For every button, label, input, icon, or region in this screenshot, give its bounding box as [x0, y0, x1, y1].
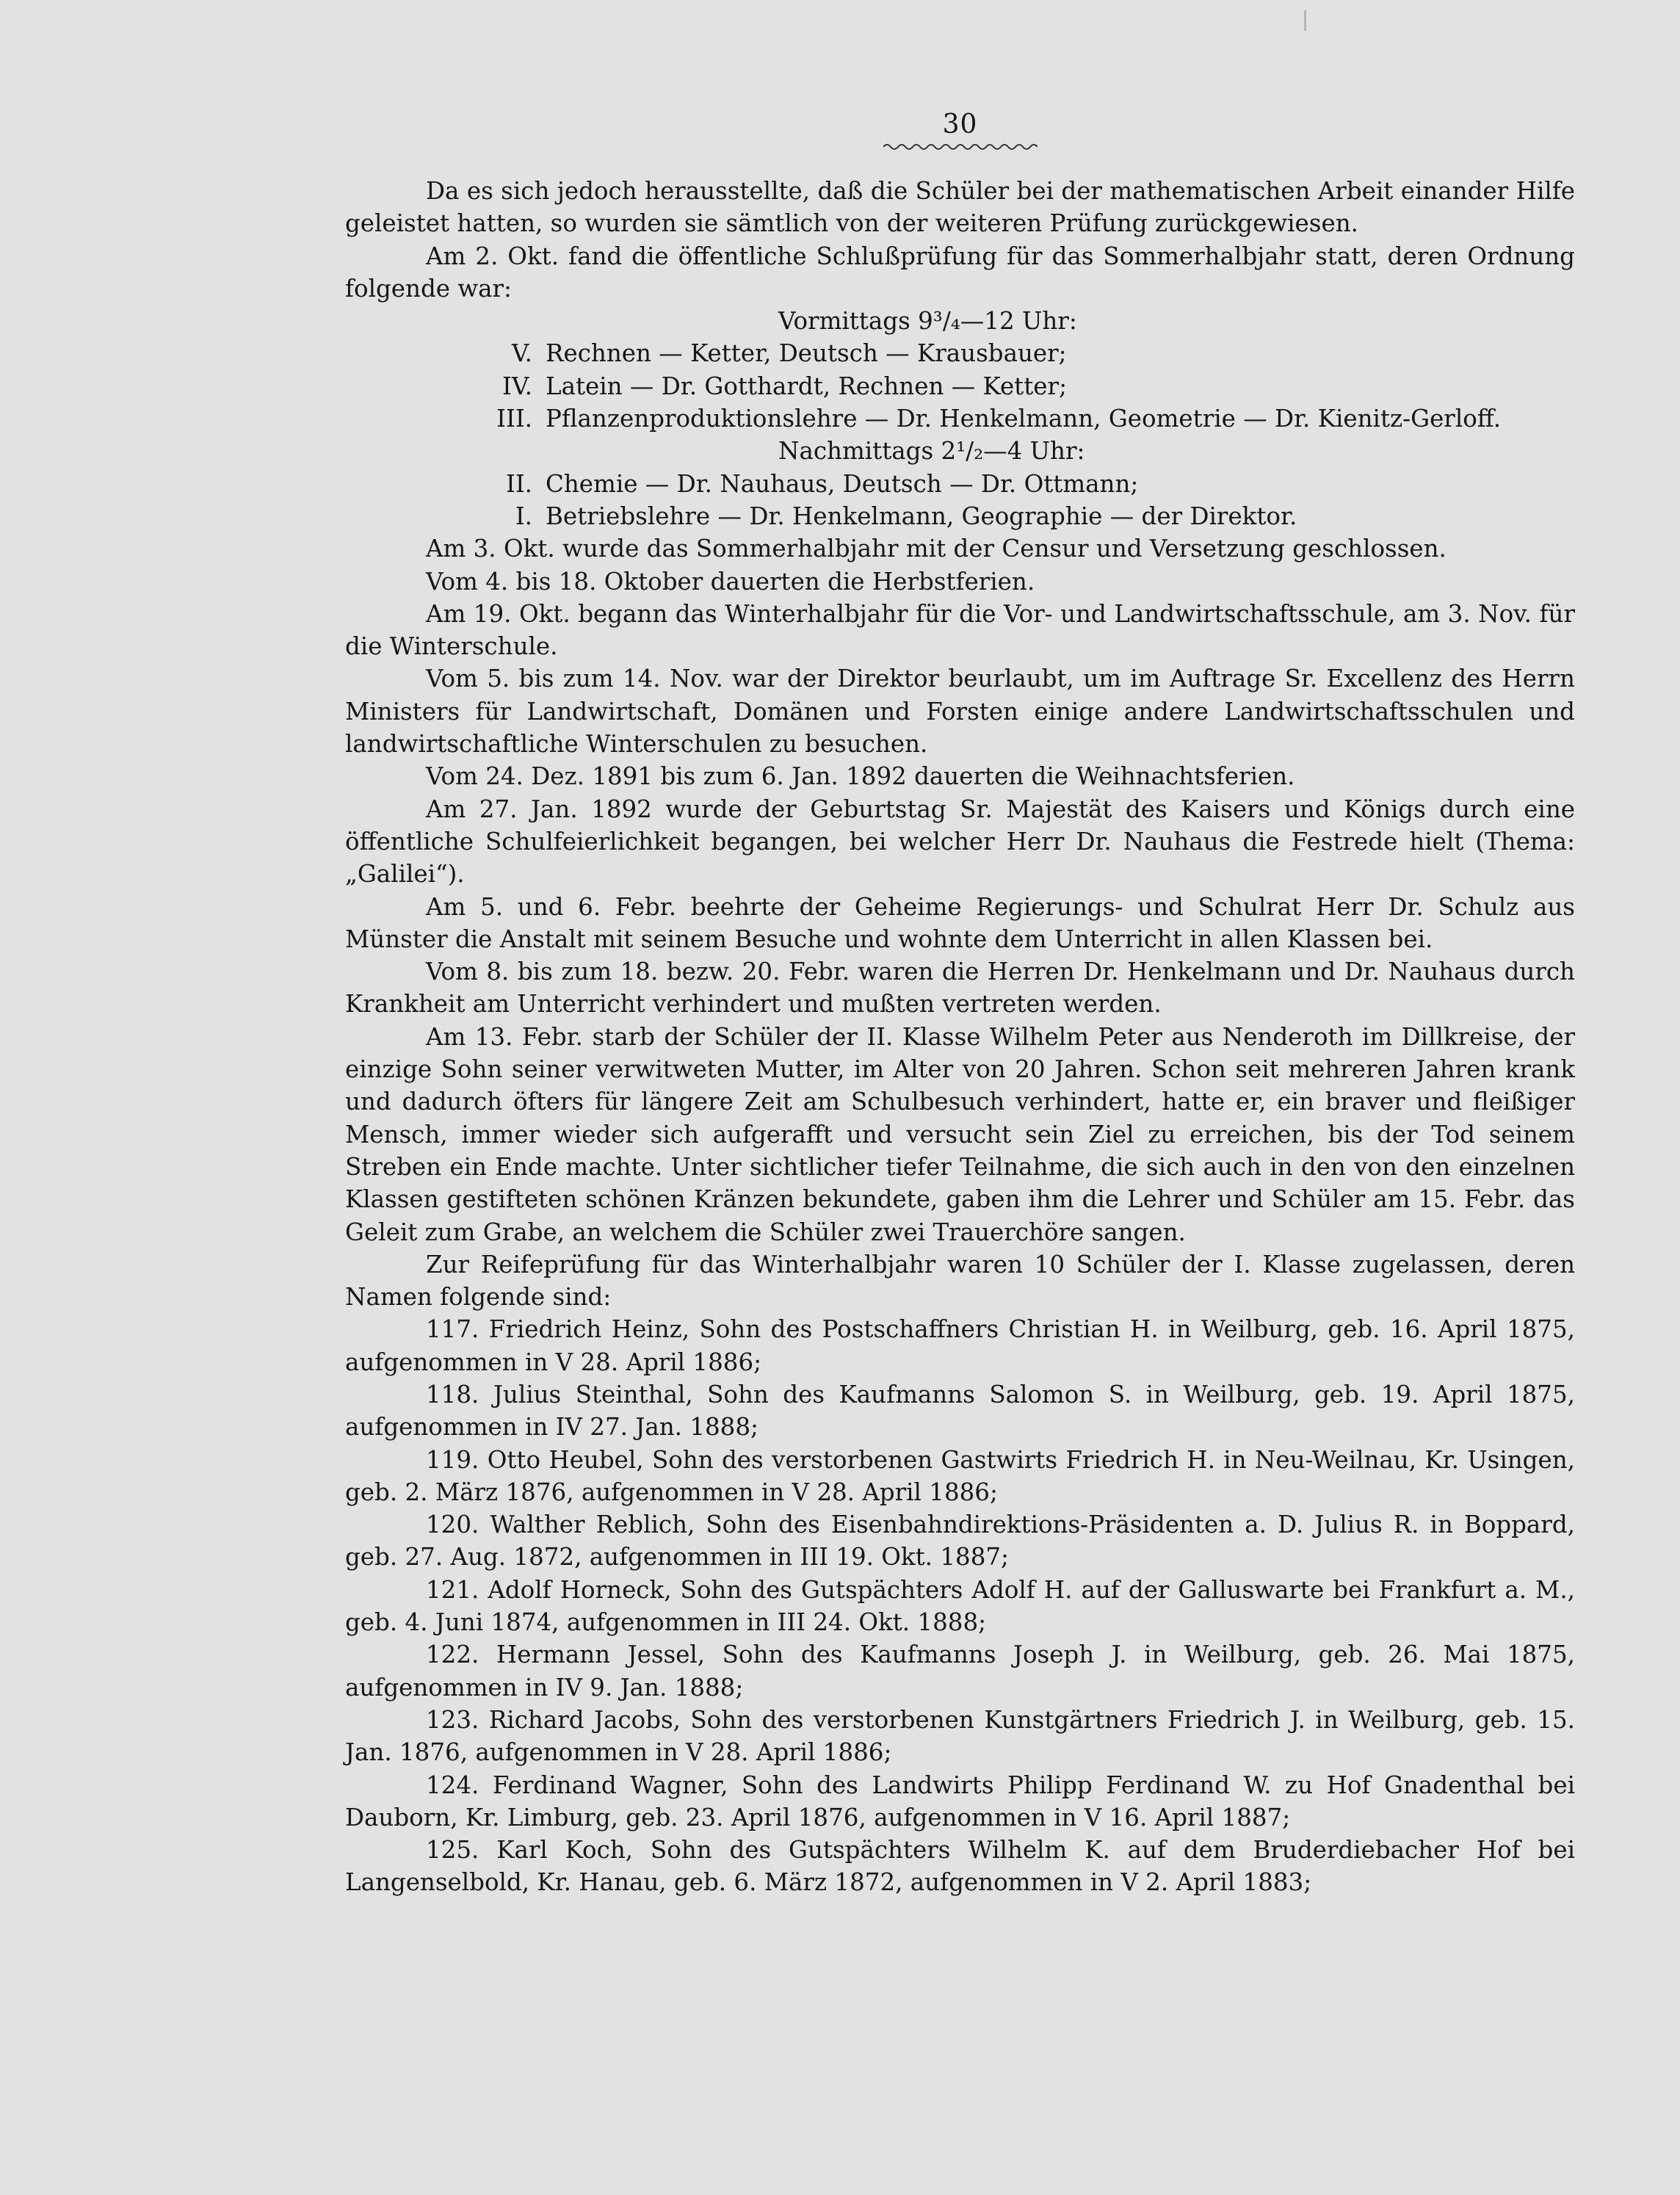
candidate-number: 124.	[426, 1771, 479, 1799]
candidate-number: 125.	[426, 1836, 479, 1865]
candidate-text: Adolf Horneck, Sohn des Gutspächters Adolf H. auf der Galluswarte bei Frankfurt a. M., geb. 4. Juni 1874, aufgenommen in III 24. Okt. 1888;	[345, 1575, 1575, 1637]
page-content	[345, 110, 1575, 1899]
candidate-entry	[345, 1834, 1575, 1899]
schedule-subjects: Rechnen — Ketter, Deutsch — Krausbauer;	[546, 339, 1067, 368]
candidate-text: Otto Heubel, Sohn des verstorbenen Gastwirts Friedrich H. in Neu-Weilnau, Kr. Usingen, geb. 2. März 1876, aufgenommen in V 28. April 1886;	[345, 1445, 1575, 1506]
schedule-row	[345, 500, 1575, 532]
paragraph: Am 19. Okt. begann das Winterhalbjahr für die Vor- und Landwirtschaftsschule, am 3. Nov. für die Winterschule.	[345, 599, 1575, 661]
paragraph: Vom 4. bis 18. Oktober dauerten die Herbstferien.	[426, 567, 1035, 596]
candidate-number: 120.	[426, 1511, 479, 1539]
page-number: 30	[942, 109, 978, 140]
intro-paragraph-2: Am 2. Okt. fand die öffentliche Schlußprüfung für das Sommerhalbjahr statt, deren Ordnung folgende war:	[345, 242, 1575, 303]
schedule-subjects: Latein — Dr. Gotthardt, Rechnen — Ketter;	[546, 372, 1068, 400]
schedule-subjects: Chemie — Dr. Nauhaus, Deutsch — Dr. Ottmann;	[546, 469, 1139, 498]
candidate-entry	[345, 1508, 1575, 1574]
wavy-rule-ornament	[345, 141, 1575, 159]
candidate-text: Hermann Jessel, Sohn des Kaufmanns Joseph J. in Weilburg, geb. 26. Mai 1875, aufgenommen in IV 9. Jan. 1888;	[345, 1641, 1575, 1702]
candidate-text: Friedrich Heinz, Sohn des Postschaffners Christian H. in Weilburg, geb. 16. April 1875, aufgenommen in V 28. April 1886;	[345, 1315, 1575, 1376]
schedule-subjects: Pflanzenproduktionslehre — Dr. Henkelmann, Geometrie — Dr. Kienitz-Gerloff.	[546, 405, 1502, 433]
candidate-entry	[345, 1313, 1575, 1378]
paragraph: Vom 5. bis zum 14. Nov. war der Direktor beurlaubt, um im Auftrage Sr. Excellenz des Herrn Ministers für Landwirtschaft, Domänen und Forsten einige andere Landwirtschaftsschulen und landwirtschaftliche Winterschulen zu besuchen.	[345, 665, 1575, 759]
intro-paragraph-1: Da es sich jedoch herausstellte, daß die Schüler bei der mathematischen Arbeit einander Hilfe geleistet hatten, so wurden sie sämtlich von der weiteren Prüfung zurückgewiesen.	[345, 177, 1575, 238]
candidate-number: 117.	[426, 1315, 479, 1344]
schedule-afternoon-heading: Nachmittags 2¹/₂—4 Uhr:	[778, 437, 1085, 466]
schedule-row	[345, 370, 1575, 402]
candidate-entry	[345, 1704, 1575, 1769]
scan-mark	[1304, 10, 1306, 31]
candidate-entry	[345, 1444, 1575, 1509]
paragraph: Am 3. Okt. wurde das Sommerhalbjahr mit der Censur und Versetzung geschlossen.	[426, 535, 1447, 563]
candidate-text: Ferdinand Wagner, Sohn des Landwirts Philipp Ferdinand W. zu Hof Gnadenthal bei Dauborn, Kr. Limburg, geb. 23. April 1876, aufgenommen in V 16. April 1887;	[345, 1771, 1575, 1831]
candidate-text: Richard Jacobs, Sohn des verstorbenen Kunstgärtners Friedrich J. in Weilburg, geb. 15. Jan. 1876, aufgenommen in V 28. April 1886;	[345, 1705, 1575, 1767]
schedule-morning-heading: Vormittags 9³/₄—12 Uhr:	[778, 307, 1077, 336]
schedule-row	[345, 468, 1575, 500]
schedule-class: II.	[505, 469, 532, 498]
paragraph: Am 27. Jan. 1892 wurde der Geburtstag Sr. Majestät des Kaisers und Königs durch eine öffentliche Schulfeierlichkeit begangen, bei welcher Herr Dr. Nauhaus die Festrede hielt (Thema: „Galilei“).	[345, 795, 1575, 889]
candidate-number: 118.	[426, 1380, 479, 1409]
schedule-row	[345, 402, 1575, 435]
paragraph: Vom 8. bis zum 18. bezw. 20. Febr. waren die Herren Dr. Henkelmann und Dr. Nauhaus durch Krankheit am Unterricht verhindert und mußten vertreten werden.	[345, 958, 1575, 1019]
candidate-entry	[345, 1574, 1575, 1639]
schedule-row	[345, 337, 1575, 369]
schedule-class: V.	[511, 339, 532, 368]
candidate-number: 123.	[426, 1705, 479, 1734]
paragraph: Am 13. Febr. starb der Schüler der II. Klasse Wilhelm Peter aus Nenderoth im Dillkreise, der einzige Sohn seiner verwitweten Mutter, im Alter von 20 Jahren. Schon seit mehreren Jahren krank und dadurch öfters für längere Zeit am Schulbesuch verhindert, hatte er, ein braver und fleißiger Mensch, immer wieder sich aufgerafft und versucht sein Ziel zu erreichen, bis der Tod seinem Streben ein Ende machte. Unter sichtlicher tiefer Teilnahme, die sich auch in den von den einzelnen Klassen gestifteten schönen Kränzen bekundete, gaben ihm die Lehrer und Schüler am 15. Febr. das Geleit zum Grabe, an welchem die Schüler zwei Trauerchöre sangen.	[345, 1022, 1575, 1246]
schedule-class: III.	[496, 405, 532, 433]
paragraph: Vom 24. Dez. 1891 bis zum 6. Jan. 1892 dauerten die Weihnachtsferien.	[426, 762, 1295, 791]
candidate-entry	[345, 1769, 1575, 1834]
candidate-text: Julius Steinthal, Sohn des Kaufmanns Salomon S. in Weilburg, geb. 19. April 1875, aufgenommen in IV 27. Jan. 1888;	[345, 1380, 1575, 1442]
schedule-class: I.	[515, 502, 532, 530]
paragraph: Zur Reifeprüfung für das Winterhalbjahr waren 10 Schüler der I. Klasse zugelassen, deren Namen folgende sind:	[345, 1250, 1575, 1312]
candidate-entry	[345, 1378, 1575, 1444]
candidate-number: 122.	[426, 1641, 479, 1669]
candidate-entry	[345, 1638, 1575, 1704]
candidate-text: Walther Reblich, Sohn des Eisenbahndirektions-Präsidenten a. D. Julius R. in Boppard, geb. 27. Aug. 1872, aufgenommen in III 19. Okt. 1887;	[345, 1511, 1575, 1572]
candidate-number: 119.	[426, 1445, 479, 1474]
candidate-text: Karl Koch, Sohn des Gutspächters Wilhelm K. auf dem Bruderdiebacher Hof bei Langenselbold, Kr. Hanau, geb. 6. März 1872, aufgenommen in V 2. April 1883;	[345, 1836, 1575, 1897]
paragraph: Am 5. und 6. Febr. beehrte der Geheime Regierungs- und Schulrat Herr Dr. Schulz aus Münster die Anstalt mit seinem Besuche und wohnte dem Unterricht in allen Klassen bei.	[345, 892, 1575, 953]
schedule-class: IV.	[502, 372, 532, 400]
schedule-subjects: Betriebslehre — Dr. Henkelmann, Geographie — der Direktor.	[546, 502, 1297, 530]
candidate-number: 121.	[426, 1575, 479, 1604]
